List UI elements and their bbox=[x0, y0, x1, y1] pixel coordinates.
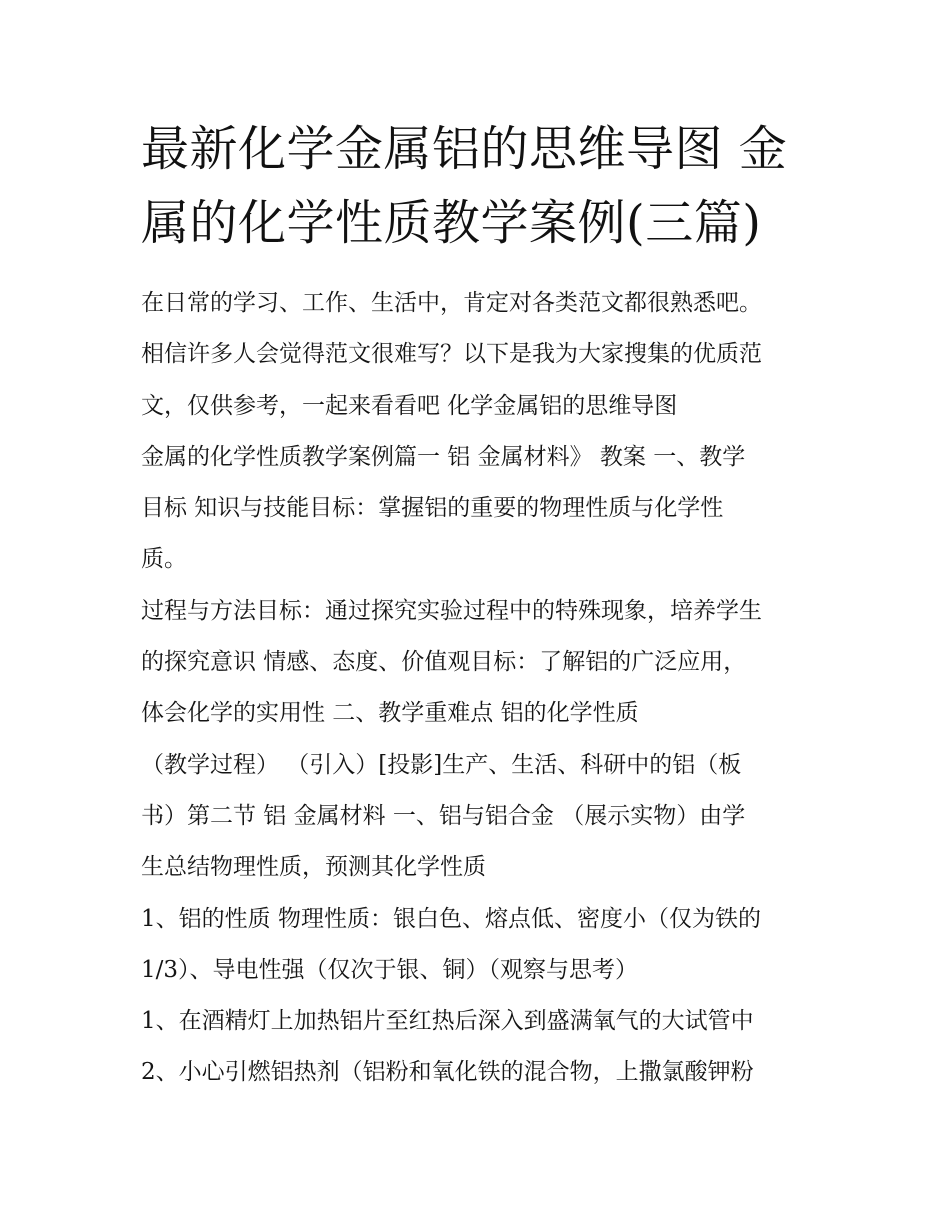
title-line: 最新化学金属铝的思维导图 金 bbox=[141, 121, 788, 177]
title-line: 属的化学性质教学案例(三篇) bbox=[141, 195, 762, 251]
document-title bbox=[141, 112, 821, 260]
body-line: 目标 知识与技能目标：掌握铝的重要的物理性质与化学性 bbox=[141, 495, 724, 522]
body-line: （教学过程） （引入）[投影]生产、生活、科研中的铝（板 bbox=[141, 751, 742, 778]
body-line: 书）第二节 铝 金属材料 一、铝与铝合金 （展示实物）由学 bbox=[141, 802, 746, 829]
body-line: 1/3）、导电性强（仅次于银、铜）（观察与思考） bbox=[141, 956, 639, 983]
body-line: 生总结物理性质，预测其化学性质 bbox=[141, 854, 486, 881]
body-line: 的探究意识 情感、态度、价值观目标：了解铝的广泛应用， bbox=[141, 649, 747, 676]
body-line: 过程与方法目标：通过探究实验过程中的特殊现象，培养学生 bbox=[141, 597, 762, 624]
body-line: 1、铝的性质 物理性质：银白色、熔点低、密度小（仅为铁的 bbox=[141, 905, 761, 932]
body-line: 金属的化学性质教学案例篇一 铝 金属材料》 教案 一、教学 bbox=[141, 443, 746, 470]
document-body bbox=[141, 278, 831, 1099]
body-line: 相信许多人会觉得范文很难写？以下是我为大家搜集的优质范 bbox=[141, 341, 762, 368]
body-line: 体会化学的实用性 二、教学重难点 铝的化学性质 bbox=[141, 700, 639, 727]
body-line: 2、小心引燃铝热剂（铝粉和氧化铁的混合物，上撒氯酸钾粉 bbox=[141, 1059, 754, 1086]
body-line: 1、在酒精灯上加热铝片至红热后深入到盛满氧气的大试管中 bbox=[141, 1008, 754, 1035]
body-line: 文，仅供参考，一起来看看吧 化学金属铝的思维导图 bbox=[141, 392, 678, 419]
body-line: 在日常的学习、工作、生活中，肯定对各类范文都很熟悉吧。 bbox=[141, 290, 762, 316]
body-line: 质。 bbox=[141, 546, 187, 573]
